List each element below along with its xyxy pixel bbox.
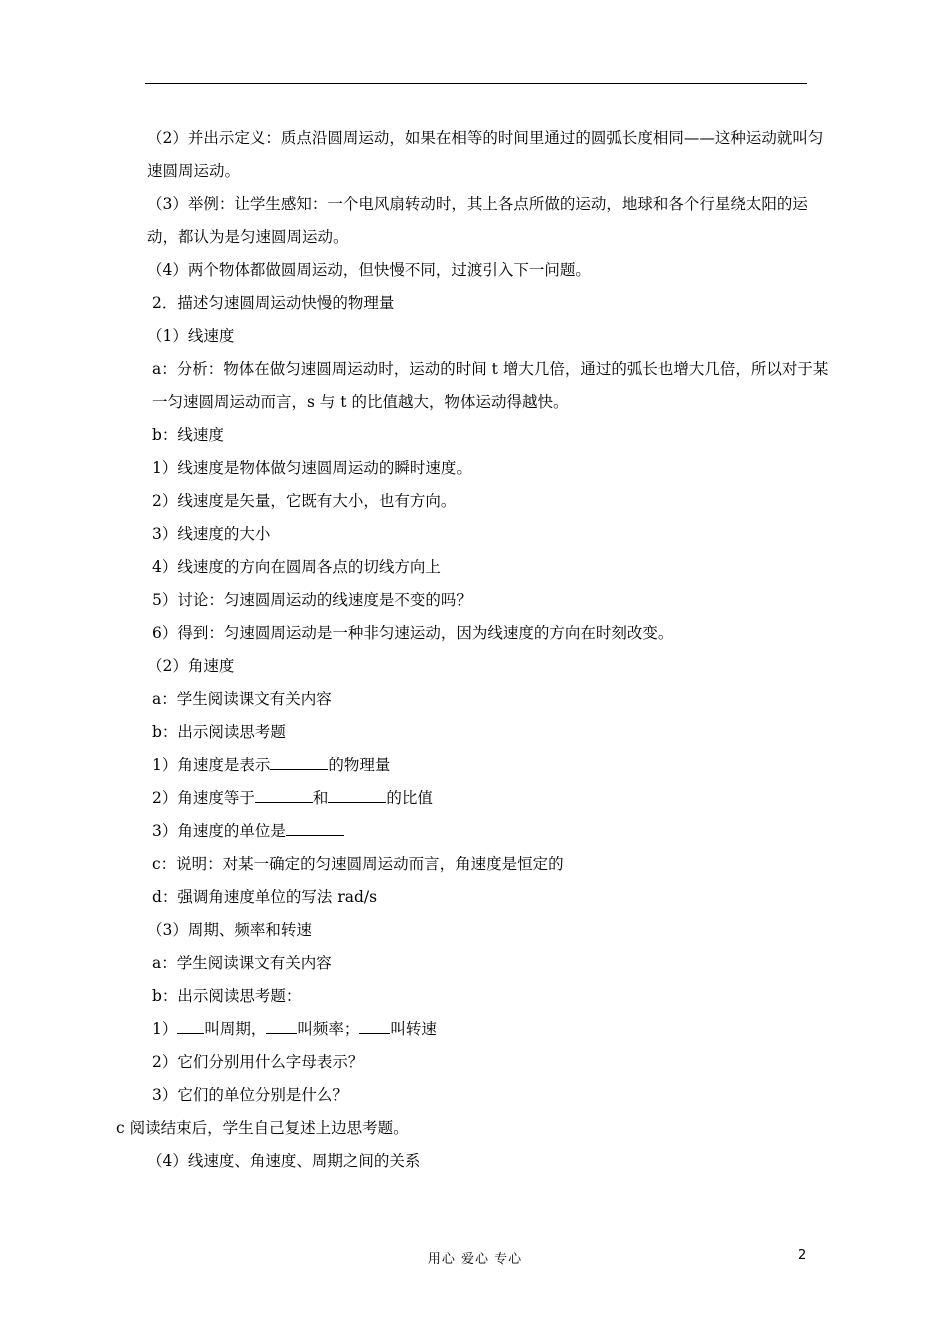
question-text: 和	[312, 789, 329, 807]
question-text: 叫周期，	[204, 1020, 267, 1038]
fill-blank	[266, 1019, 297, 1034]
fill-blank	[359, 1019, 390, 1034]
paragraph-analysis: a：分析：物体在做匀速圆周运动时，运动的时间 t 增大几倍，通过的弧长也增大几倍，所以对于某一匀速圆周运动而言，s 与 t 的比值越大，物体运动得越快。	[152, 360, 829, 411]
subheading-period-frequency: （3）周期、频率和转速	[147, 921, 312, 939]
subheading-relationship: （4）线速度、角速度、周期之间的关系	[147, 1152, 421, 1170]
question-text: 的物理量	[328, 756, 391, 774]
list-item: a：学生阅读课文有关内容	[152, 954, 332, 972]
document-body	[116, 122, 836, 1178]
subheading-linear-velocity: （1）线速度	[147, 327, 235, 345]
list-item: c 阅读结束后，学生自己复述上边思考题。	[116, 1119, 409, 1137]
list-item: 6）得到：匀速圆周运动是一种非匀速运动，因为线速度的方向在时刻改变。	[152, 624, 674, 642]
fill-blank	[286, 821, 344, 836]
item-b-linear-velocity: b：线速度	[152, 426, 224, 444]
question-angular-ratio	[116, 782, 836, 815]
list-item: 2）它们分别用什么字母表示？	[152, 1053, 364, 1071]
question-text: 1）角速度是表示	[152, 756, 271, 774]
question-text: 叫转速	[390, 1020, 437, 1038]
list-item: 3）线速度的大小	[152, 525, 271, 543]
subheading-angular-velocity: （2）角速度	[147, 657, 235, 675]
paragraph-definition: （2）并出示定义：质点沿圆周运动，如果在相等的时间里通过的圆弧长度相同——这种运动就叫匀速圆周运动。	[147, 129, 824, 180]
question-text: 2）角速度等于	[152, 789, 255, 807]
list-item: a：学生阅读课文有关内容	[152, 690, 332, 708]
paragraph-examples: （3）举例：让学生感知：一个电风扇转动时，其上各点所做的运动，地球和各个行星绕太阳的运动，都认为是匀速圆周运动。	[147, 195, 808, 246]
list-item: c：说明：对某一确定的匀速圆周运动而言，角速度是恒定的	[152, 855, 564, 873]
fill-blank	[255, 788, 313, 803]
fill-blank	[328, 788, 386, 803]
list-item: d：强调角速度单位的写法 rad/s	[152, 888, 378, 906]
question-text: 叫频率；	[297, 1020, 360, 1038]
list-item: 4）线速度的方向在圆周各点的切线方向上	[152, 558, 441, 576]
question-angular-unit	[116, 815, 836, 848]
fill-blank	[177, 1019, 204, 1034]
list-item: b：出示阅读思考题	[152, 723, 286, 741]
section-heading-2: 2．描述匀速圆周运动快慢的物理量	[152, 294, 395, 312]
question-text: 的比值	[386, 789, 433, 807]
paragraph-transition: （4）两个物体都做圆周运动，但快慢不同，过渡引入下一问题。	[147, 261, 591, 279]
fill-blank	[270, 755, 328, 770]
list-item: 5）讨论：匀速圆周运动的线速度是不变的吗？	[152, 591, 472, 609]
list-item: 1）线速度是物体做匀速圆周运动的瞬时速度。	[152, 459, 472, 477]
list-item: 3）它们的单位分别是什么？	[152, 1086, 348, 1104]
question-text: 1）	[152, 1020, 178, 1038]
footer-text: 用心 爱心 专心	[427, 1252, 523, 1267]
list-item: 2）线速度是矢量，它既有大小，也有方向。	[152, 492, 457, 510]
page-number: 2	[798, 1248, 807, 1263]
header-rule	[145, 83, 807, 84]
question-text: 3）角速度的单位是	[152, 822, 286, 840]
question-angular-meaning	[116, 749, 836, 782]
list-item: b：出示阅读思考题：	[152, 987, 302, 1005]
question-period-frequency	[116, 1013, 836, 1046]
